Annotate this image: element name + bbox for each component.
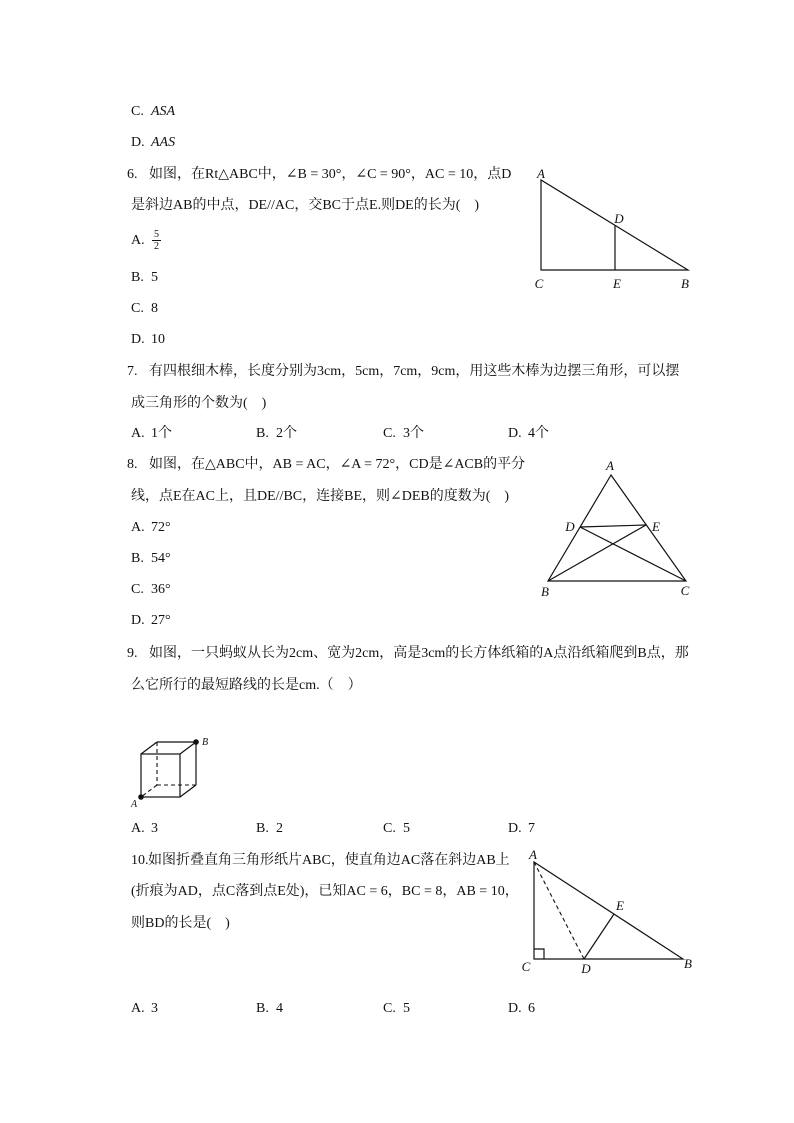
q9-option-a bbox=[131, 820, 158, 838]
fold-line-ad bbox=[534, 862, 584, 959]
question-number: 7. bbox=[127, 364, 138, 379]
q6-option-a bbox=[131, 232, 151, 250]
q9-figure-cuboid-box bbox=[125, 730, 215, 810]
question-text: 如图折叠直角三角形纸片ABC，使直角边AC落在斜边AB上 bbox=[148, 853, 510, 868]
option-label: D. bbox=[508, 1001, 522, 1016]
q9-option-c bbox=[383, 820, 410, 838]
option-label: C. bbox=[383, 426, 396, 441]
option-value: 2 bbox=[276, 821, 283, 836]
option-value: 4 bbox=[276, 1001, 283, 1016]
top-left-edge bbox=[141, 742, 157, 754]
vertex-label-e: E bbox=[616, 898, 624, 913]
q8-option-a bbox=[131, 519, 171, 537]
option-label: D. bbox=[508, 821, 522, 836]
point-b-dot bbox=[193, 739, 199, 745]
question-number: 10. bbox=[131, 853, 149, 868]
q8-option-b bbox=[131, 550, 171, 568]
vertex-label-a: A bbox=[529, 847, 537, 862]
q10-option-c bbox=[383, 1000, 410, 1018]
option-value: 5 bbox=[151, 270, 158, 285]
q7-option-d bbox=[508, 425, 549, 443]
option-label: B. bbox=[256, 821, 269, 836]
option-value: 3 bbox=[151, 821, 158, 836]
q8-figure-isosceles-triangle bbox=[535, 455, 700, 605]
vertex-label-c: C bbox=[680, 583, 690, 598]
question-text: 线，点E在AC上，且DE//BC，连接BE，则∠DEB的度数为( ) bbox=[131, 489, 510, 504]
option-value: 72° bbox=[151, 520, 171, 535]
question-number: 9. bbox=[127, 646, 138, 661]
q7-option-b bbox=[256, 425, 297, 443]
fraction-numerator: 5 bbox=[154, 229, 159, 240]
segment-de bbox=[584, 914, 614, 959]
vertex-label-e: E bbox=[652, 519, 660, 534]
option-value: 10 bbox=[151, 332, 165, 347]
q6-stem-line-2 bbox=[131, 197, 479, 215]
q6-option-a-fraction bbox=[152, 229, 161, 252]
option-label: B. bbox=[256, 1001, 269, 1016]
vertex-label-b: B bbox=[541, 584, 549, 599]
q9-option-d bbox=[508, 820, 535, 838]
question-number: 8. bbox=[127, 457, 138, 472]
option-value: 8 bbox=[151, 301, 158, 316]
vertex-label-e: E bbox=[613, 276, 621, 291]
vertex-label-a: A bbox=[537, 166, 545, 181]
option-value: 36° bbox=[151, 582, 171, 597]
option-label: A. bbox=[131, 233, 145, 248]
option-value: 54° bbox=[151, 551, 171, 566]
question-text: 如图，在△ABC中，AB = AC，∠A = 72°，CD是∠ACB的平分 bbox=[149, 457, 526, 472]
bottom-right-edge bbox=[180, 785, 196, 797]
vertex-label-b: B bbox=[681, 276, 689, 291]
option-label: B. bbox=[256, 426, 269, 441]
option-value: 7 bbox=[528, 821, 535, 836]
question-text: 么它所行的最短路线的长是cm.（ ） bbox=[131, 678, 362, 693]
option-label: D. bbox=[131, 613, 145, 628]
question-text: 则BD的长是( ) bbox=[131, 916, 230, 931]
q8-option-d bbox=[131, 612, 171, 630]
question-text: 是斜边AB的中点，DE//AC，交BC于点E.则DE的长为( ) bbox=[131, 198, 480, 213]
q10-stem-line-2 bbox=[131, 883, 519, 901]
question-text: 有四根细木棒，长度分别为3cm，5cm，7cm，9cm，用这些木棒为边摆三角形，可以摆 bbox=[149, 364, 680, 379]
q10-stem-line-1 bbox=[131, 852, 510, 870]
hidden-bottom-left-edge bbox=[141, 785, 157, 797]
option-label: B. bbox=[131, 551, 144, 566]
option-label: D. bbox=[508, 426, 522, 441]
vertex-label-b: B bbox=[684, 956, 692, 971]
q6-stem-line-1 bbox=[127, 166, 511, 184]
option-value: 3个 bbox=[403, 426, 424, 441]
vertex-label-d: D bbox=[581, 961, 591, 976]
option-value: 5 bbox=[403, 821, 410, 836]
question-text: 如图，一只蚂蚁从长为2cm、宽为2cm，高是3cm的长方体纸箱的A点沿纸箱爬到B点，那 bbox=[149, 646, 689, 661]
vertex-label-c: C bbox=[521, 959, 531, 974]
option-label: A. bbox=[131, 1001, 145, 1016]
q8-stem-line-2 bbox=[131, 488, 509, 506]
option-value: 27° bbox=[151, 613, 171, 628]
segment-de bbox=[580, 525, 646, 527]
option-label: C. bbox=[131, 301, 144, 316]
point-a-dot bbox=[138, 794, 144, 800]
q8-option-c bbox=[131, 581, 171, 599]
q7-stem-line-2 bbox=[131, 395, 266, 413]
option-value: ASA bbox=[151, 104, 176, 119]
triangle-abc bbox=[534, 862, 683, 959]
q9-stem-line-1 bbox=[127, 645, 689, 663]
option-label: D. bbox=[131, 332, 145, 347]
q6-option-d bbox=[131, 331, 165, 349]
vertex-label-d: D bbox=[614, 211, 624, 226]
vertex-label-b: B bbox=[201, 737, 209, 748]
right-angle-mark bbox=[534, 949, 544, 959]
option-label: C. bbox=[383, 1001, 396, 1016]
option-label: A. bbox=[131, 821, 145, 836]
vertex-label-c: C bbox=[534, 276, 544, 291]
option-label: C. bbox=[131, 582, 144, 597]
q8-stem-line-1 bbox=[127, 456, 525, 474]
question-number: 6. bbox=[127, 167, 138, 182]
option-label: D. bbox=[131, 135, 145, 150]
question-text: (折痕为AD，点C落到点E处)，已知AC = 6，BC = 8，AB = 10， bbox=[131, 884, 519, 899]
q7-option-a bbox=[131, 425, 172, 443]
option-label: A. bbox=[131, 520, 145, 535]
q5-option-c bbox=[131, 103, 175, 121]
q5-option-d bbox=[131, 134, 175, 152]
question-text: 如图，在Rt△ABC中，∠B = 30°，∠C = 90°，AC = 10，点D bbox=[149, 167, 512, 182]
q10-option-a bbox=[131, 1000, 158, 1018]
q9-stem-line-2 bbox=[131, 677, 362, 695]
q9-option-b bbox=[256, 820, 283, 838]
fraction-denominator: 2 bbox=[154, 241, 159, 252]
option-value: 6 bbox=[528, 1001, 535, 1016]
q10-option-b bbox=[256, 1000, 283, 1018]
q6-option-b bbox=[131, 269, 158, 287]
q10-figure-folded-right-triangle bbox=[520, 846, 700, 981]
option-label: A. bbox=[131, 426, 145, 441]
option-value: 5 bbox=[403, 1001, 410, 1016]
front-face bbox=[141, 754, 180, 797]
vertex-label-a: A bbox=[130, 799, 138, 810]
option-value: AAS bbox=[151, 135, 176, 150]
q7-option-c bbox=[383, 425, 424, 443]
option-label: C. bbox=[131, 104, 144, 119]
option-value: 1个 bbox=[151, 426, 172, 441]
option-value: 4个 bbox=[528, 426, 549, 441]
vertex-label-a: A bbox=[606, 458, 614, 473]
option-label: C. bbox=[383, 821, 396, 836]
q7-stem-line-1 bbox=[127, 363, 679, 381]
option-value: 3 bbox=[151, 1001, 158, 1016]
option-value: 2个 bbox=[276, 426, 297, 441]
q6-option-c bbox=[131, 300, 158, 318]
vertex-label-d: D bbox=[565, 519, 575, 534]
top-right-edge bbox=[180, 742, 196, 754]
q6-figure-right-triangle bbox=[530, 162, 700, 294]
option-label: B. bbox=[131, 270, 144, 285]
q10-stem-line-3 bbox=[131, 915, 230, 933]
question-text: 成三角形的个数为( ) bbox=[131, 396, 267, 411]
q10-option-d bbox=[508, 1000, 535, 1018]
